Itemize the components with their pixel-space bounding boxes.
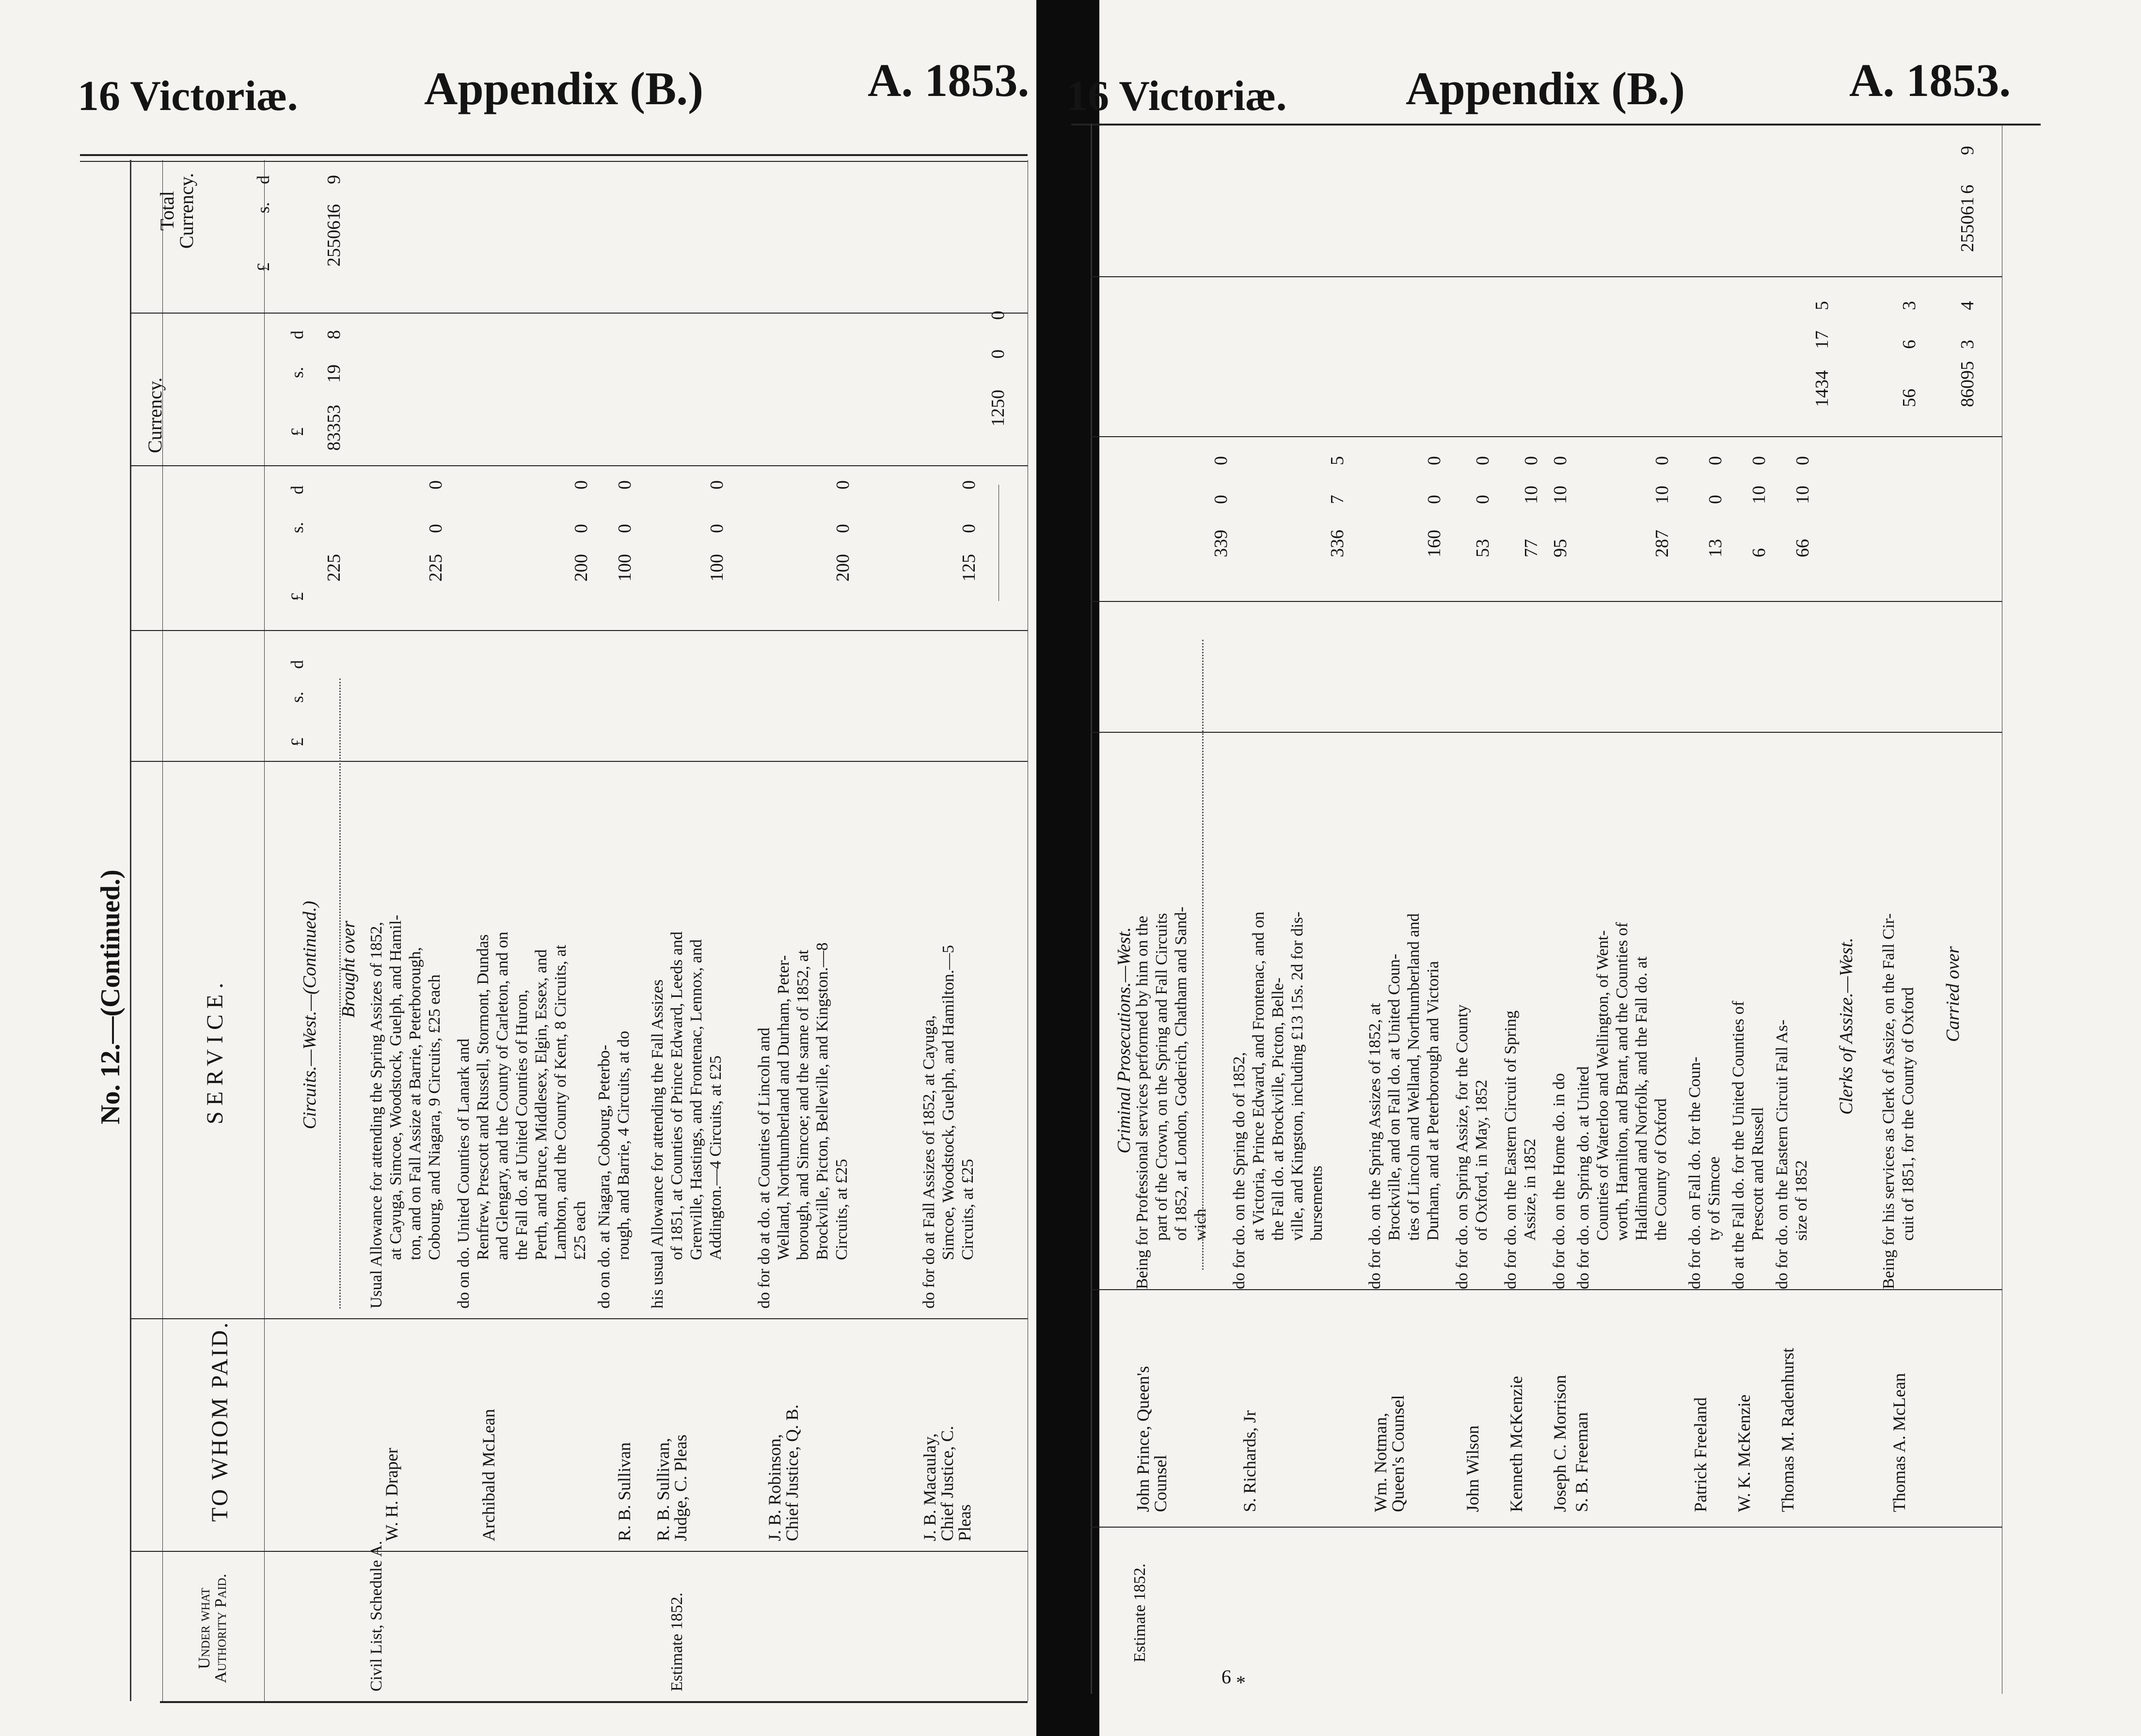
table-row-pounds: 77 xyxy=(1521,539,1541,557)
right-total-shillings: 6 xyxy=(1957,185,1978,194)
left-shilling-symbol-currency: s. xyxy=(287,366,307,378)
right-table-edge xyxy=(1091,124,1092,1694)
table-row-service-line: Brockville, Picton, Belleville, and Kingston.—8 xyxy=(813,942,831,1260)
table-row-pounds: 95 xyxy=(1550,539,1570,557)
table-row-service-line: do for do. on the Spring do of 1852, xyxy=(1230,1052,1248,1289)
table-row-whom: R. B. Sullivan, Judge, C. Pleas xyxy=(653,1435,690,1541)
table-row-service-line: do for do. on the Eastern Circuit Fall As- xyxy=(1773,1019,1791,1289)
right-service-divider xyxy=(1091,1289,2002,1290)
table-row-service-line: do for do. on the Eastern Circuit of Spring xyxy=(1502,1010,1520,1289)
left-dot-leader xyxy=(339,679,341,1309)
left-amount-divider xyxy=(130,630,1028,631)
table-row-service-line: of Oxford, in May, 1852 xyxy=(1473,1079,1491,1241)
right-blank-money-divider xyxy=(1091,732,2002,733)
table-row-whom: W. K. McKenzie xyxy=(1734,1394,1754,1512)
table-row-whom: Wm. Notman, Queen's Counsel xyxy=(1371,1395,1408,1512)
left-pound-symbol-blank: £ xyxy=(287,738,307,746)
left-total-currency-heading: Total Currency. xyxy=(156,173,197,249)
left-authority-heading: Under what Authority Paid. xyxy=(195,1574,230,1683)
table-row-pence: 0 xyxy=(571,480,591,489)
table-row-service-line: Circuits, at £25 xyxy=(959,1159,977,1260)
table-row-whom: Thomas M. Radenhurst xyxy=(1778,1348,1797,1512)
right-subtotal2-pounds: 56 xyxy=(1899,389,1919,407)
table-row-service-line: do on do. at Niagara, Cobourg, Peterbo- xyxy=(595,1044,613,1309)
table-row-shillings: 0 xyxy=(571,524,591,533)
table-row-service-line: and Glengary, and the County of Carleton, and on xyxy=(493,931,511,1260)
table-row-pounds: 100 xyxy=(707,554,727,582)
left-currency-heading: Currency. xyxy=(144,377,166,453)
left-shilling-symbol-total: s. xyxy=(254,202,273,213)
table-row-pence: 0 xyxy=(1749,456,1769,465)
left-total-currency-divider xyxy=(130,313,1028,314)
table-row-service-line: do for do. on Spring Assize, for the County xyxy=(1453,1004,1471,1289)
table-row-pence: 0 xyxy=(707,480,727,489)
left-subtotal-pounds: 1250 xyxy=(988,390,1008,426)
left-header-appendix: Appendix (B.) xyxy=(424,63,704,114)
table-row-service-line: do for do. on the Spring Assizes of 1852, at xyxy=(1366,1003,1384,1289)
table-row-service-line: Welland, Northumberland and Durham, Peter- xyxy=(775,955,793,1260)
table-row-whom: W. H. Draper xyxy=(382,1448,401,1541)
table-row-service-line: Perth, and Bruce, Middlesex, Elgin, Essex, and xyxy=(532,949,550,1260)
table-row-service-line: borough, and Simcoe; and the same of 1852, at xyxy=(794,949,812,1260)
table-row-service-line: £25 each xyxy=(571,1201,589,1260)
table-row-shillings: 10 xyxy=(1521,486,1541,504)
table-row-pence: 0 xyxy=(959,480,979,489)
table-row-service-line: do on do. United Counties of Lanark and xyxy=(455,1038,473,1309)
table-row-pounds: 53 xyxy=(1473,539,1493,557)
table-row-service-line: Haldimand and Norfolk, and the Fall do. at xyxy=(1633,956,1650,1241)
table-row-service-line: the Fall do. at Brockville, Picton, Belle- xyxy=(1269,978,1287,1241)
table-row-service-line: of 1851, at Counties of Prince Edward, Leeds and xyxy=(668,931,686,1260)
table-row-service-line: do at the Fall do. for the United Counties of xyxy=(1729,1001,1747,1289)
table-row-service-line: Addington.—4 Circuits, at £25 xyxy=(707,1055,725,1260)
table-row-shillings: 0 xyxy=(959,524,979,533)
table-row-service-line: wich xyxy=(1191,1208,1209,1241)
table-row-service-line: Circuits, at £25 xyxy=(833,1159,851,1260)
table-row-pounds: 100 xyxy=(615,554,635,582)
left-blank-money-divider xyxy=(130,761,1028,762)
table-row-pence: 0 xyxy=(1705,456,1726,465)
table-row-service-line: the County of Oxford xyxy=(1652,1098,1670,1241)
left-total-shillings: 6 xyxy=(324,204,344,213)
table-row-whom: S. B. Freeman xyxy=(1572,1412,1591,1512)
table-row-service-line: bursements xyxy=(1308,1166,1326,1241)
table-row-shillings: 7 xyxy=(1327,495,1348,504)
right-header-rule xyxy=(1071,124,2041,126)
table-row-whom: J. B. Macaulay, Chief Justice, C. Pleas xyxy=(920,1426,974,1541)
right-carried-over-label: Carried over xyxy=(1943,946,1963,1042)
table-row-service-line: Durham, and at Peterborough and Victoria xyxy=(1424,961,1442,1241)
table-row-pence: 0 xyxy=(1211,456,1231,465)
left-subtotal-shillings: 0 xyxy=(988,349,1008,359)
table-row-whom: Joseph C. Morrison xyxy=(1550,1374,1570,1512)
left-total-pence: 9 xyxy=(324,175,344,184)
table-row-service-line: Usual Allowance for attending the Spring Assizes of 1852, xyxy=(367,922,385,1309)
right-subtotal2-shillings: 6 xyxy=(1899,340,1919,349)
table-row-service-line: ton, and on Fall Assize at Barrie, Peterborough, xyxy=(406,947,424,1260)
left-pound-symbol-currency: £ xyxy=(287,427,307,436)
right-header-session: 16 Victoriæ. xyxy=(1066,73,1287,120)
table-row-service-line: size of 1852 xyxy=(1792,1160,1810,1241)
table-row-service-line: ties of Lincoln and Welland, Northumberland and xyxy=(1405,913,1423,1241)
left-whom-divider xyxy=(130,1551,1028,1552)
table-row-pence: 0 xyxy=(1550,456,1570,465)
right-subtotal1-pounds: 1434 xyxy=(1812,370,1832,407)
left-header-year: A. 1853. xyxy=(868,54,1030,106)
table-row-service-line: do for do. on the Home do. in do xyxy=(1550,1073,1568,1289)
left-table-edge xyxy=(130,160,131,1701)
table-row-pounds: 200 xyxy=(571,554,591,582)
left-pound-symbol-total: £ xyxy=(254,263,273,271)
left-heading-rule xyxy=(264,160,265,1701)
table-row-shillings: 0 xyxy=(1705,495,1726,504)
right-section2-heading: Clerks of Assize.—West. xyxy=(1836,937,1856,1115)
right-subtotal2-pence: 3 xyxy=(1899,301,1919,310)
page-gutter xyxy=(1036,0,1099,1736)
right-carried-over-shillings: 3 xyxy=(1957,340,1978,349)
right-subtotal1-pence: 5 xyxy=(1812,301,1832,310)
left-penny-symbol: d xyxy=(287,486,307,494)
left-pound-symbol: £ xyxy=(287,592,307,601)
right-subtotal1-shillings: 17 xyxy=(1812,331,1832,349)
table-row-pence: 0 xyxy=(1424,456,1444,465)
table-row-service-line: rough, and Barrie, 4 Circuits, at do xyxy=(615,1030,633,1260)
table-row-service-line: Being for Professional services performed by him on the xyxy=(1133,915,1151,1289)
table-row-service-line: his usual Allowance for attending the Fall Assizes xyxy=(649,979,666,1309)
table-row-pence: 0 xyxy=(833,480,853,489)
table-row-whom: Kenneth McKenzie xyxy=(1507,1376,1526,1512)
left-penny-symbol-total: d xyxy=(254,175,273,184)
left-section-heading: Circuits.—West.—(Continued.) xyxy=(300,900,320,1129)
table-row-service-line: the Fall do. at United Counties of Huron, xyxy=(513,989,531,1260)
left-currency-divider xyxy=(130,465,1028,466)
table-row-service-line: do for do. on Spring do. at United xyxy=(1574,1066,1592,1289)
left-subtotal-pence: 0 xyxy=(988,311,1008,320)
right-carried-over-pounds: 86095 xyxy=(1957,361,1978,407)
table-row-pence: 0 xyxy=(1473,456,1493,465)
table-row-pounds: 6 xyxy=(1749,548,1769,557)
right-total-pounds: 255061 xyxy=(1957,197,1978,252)
table-row-whom: Patrick Freeland xyxy=(1691,1397,1710,1512)
table-row-shillings: 0 xyxy=(1473,495,1493,504)
table-row-pounds: 339 xyxy=(1211,530,1231,557)
right-currency-divider xyxy=(1091,436,2002,437)
table-row-pounds: 200 xyxy=(833,554,853,582)
table-row-service-line: Assize, in 1852 xyxy=(1521,1138,1539,1241)
table-row-whom: S. Richards, Jr xyxy=(1240,1410,1259,1512)
table-row-pence: 0 xyxy=(1652,456,1672,465)
right-total-pence: 9 xyxy=(1957,146,1978,155)
table-row-service-line: do for do at Fall Assizes of 1852, at Cayuga, xyxy=(920,1015,938,1309)
left-table-title: No. 12.—(Continued.) xyxy=(95,869,126,1124)
table-row-service-line: part of the Crown, on the Spring and Fall Circuits xyxy=(1153,913,1171,1241)
right-total-currency-divider xyxy=(1091,276,2002,277)
table-row-shillings: 0 xyxy=(426,524,446,533)
left-first-amount: 225 xyxy=(324,554,344,582)
left-whom-heading: TO WHOM PAID. xyxy=(207,1320,233,1522)
table-row-pence: 0 xyxy=(1792,456,1813,465)
right-amount-divider xyxy=(1091,601,2002,602)
left-header-rule xyxy=(80,154,1028,156)
table-row-service-line: Renfrew, Prescott and Russell, Stormont, Dundas xyxy=(474,934,492,1260)
table-row-pounds: 287 xyxy=(1652,530,1672,557)
left-shilling-symbol-blank: s. xyxy=(287,691,307,703)
left-service-divider xyxy=(130,1318,1028,1319)
table-row-service-line: worth, Hamilton, and Brant, and the Counties of xyxy=(1613,922,1631,1241)
table-row-pence: 0 xyxy=(426,480,446,489)
table-row-pounds: 336 xyxy=(1327,530,1348,557)
table-row-shillings: 0 xyxy=(707,524,727,533)
table-row-pounds: 66 xyxy=(1792,539,1813,557)
left-header-rule-2 xyxy=(80,161,1028,162)
table-row-shillings: 0 xyxy=(1211,495,1231,504)
table-row-service-line: Prescott and Russell xyxy=(1749,1107,1767,1241)
right-header-year: A. 1853. xyxy=(1849,54,2011,106)
right-section-heading: Criminal Prosecutions.—West. xyxy=(1114,927,1134,1153)
left-table-bottom xyxy=(160,1701,1028,1703)
table-row-shillings: 0 xyxy=(833,524,853,533)
right-dot-leader xyxy=(1202,640,1204,1270)
table-row-service-line: Lambton, and the County of Kent, 8 Circuits, at xyxy=(552,945,570,1260)
left-penny-symbol-blank: d xyxy=(287,660,307,669)
table-row-service-line: Simcoe, Woodstock, Guelph, and Hamilton.—5 xyxy=(939,945,957,1260)
right-carried-over-pence: 4 xyxy=(1957,301,1978,310)
left-total-pounds: 255061 xyxy=(324,211,344,267)
table-row-service-line: cuit of 1851, for the County of Oxford xyxy=(1899,987,1917,1241)
table-row-whom: Archibald McLean xyxy=(479,1409,498,1541)
table-row-pounds: 125 xyxy=(959,554,979,582)
table-row-authority: Civil List, Schedule A. xyxy=(367,1541,385,1691)
table-row-service-line: ty of Simcoe xyxy=(1705,1156,1723,1241)
table-row-service-line: do for do at do. at Counties of Lincoln and xyxy=(755,1027,773,1309)
table-row-shillings: 10 xyxy=(1792,486,1813,504)
table-row-shillings: 10 xyxy=(1652,486,1672,504)
table-row-shillings: 10 xyxy=(1749,486,1769,504)
table-row-whom: John Prince, Queen's Counsel xyxy=(1133,1366,1170,1512)
table-row-authority: Estimate 1852. xyxy=(668,1593,686,1691)
left-shilling-symbol: s. xyxy=(287,521,307,533)
table-row-service-line: Cobourg, and Niagara, 9 Circuits, £25 each xyxy=(426,974,444,1260)
table-row-whom: J. B. Robinson, Chief Justice, Q. B. xyxy=(765,1405,802,1541)
left-penny-symbol-currency: d xyxy=(287,331,307,339)
left-header-session: 16 Victoriæ. xyxy=(78,73,298,120)
table-row-whom: Thomas A. McLean xyxy=(1889,1373,1909,1512)
right-header-appendix: Appendix (B.) xyxy=(1406,63,1685,114)
left-brought-over-pounds: 83353 xyxy=(324,405,344,451)
table-row-pounds: 225 xyxy=(426,554,446,582)
left-brought-over-label: Brought over xyxy=(338,920,359,1018)
table-row-service-line: do for do. on Fall do. for the Coun- xyxy=(1686,1057,1704,1289)
table-row-service-line: Grenville, Hastings, and Frontenac, Lennox, and xyxy=(687,939,705,1260)
right-whom-divider xyxy=(1091,1527,2002,1528)
table-row-service-line: ville, and Kingston, including £13 15s. 2d for dis- xyxy=(1288,911,1306,1241)
left-brought-over-pence: 8 xyxy=(324,330,344,339)
table-row-shillings: 0 xyxy=(1424,495,1444,504)
table-row-pence: 0 xyxy=(615,480,635,489)
table-row-pounds: 13 xyxy=(1705,539,1726,557)
table-row-pence: 5 xyxy=(1327,456,1348,465)
table-row-service-line: Brockville, and on Fall do. at United Coun- xyxy=(1385,953,1403,1241)
table-row-service-line: at Cayuga, Simcoe, Woodstock, Guelph, and Hamil- xyxy=(387,915,405,1260)
left-brought-over-shillings: 19 xyxy=(324,364,344,383)
table-row-service-line: Counties of Waterloo and Wellington, of Went- xyxy=(1594,930,1612,1241)
table-row-whom: R. B. Sullivan xyxy=(615,1442,634,1541)
table-row-pounds: 160 xyxy=(1424,530,1444,557)
table-row-whom: John Wilson xyxy=(1463,1425,1482,1512)
left-service-heading: SERVICE. xyxy=(202,977,228,1124)
footer-mark: * 9 xyxy=(1221,1666,1246,1688)
table-row-shillings: 10 xyxy=(1550,486,1570,504)
table-row-service-line: Being for his services as Clerk of Assize, on the Fall Cir- xyxy=(1880,913,1898,1289)
table-row-pence: 0 xyxy=(1521,456,1541,465)
table-row-service-line: at Victoria, Prince Edward, and Frontenac, and on xyxy=(1250,911,1268,1241)
table-row-authority: Estimate 1852. xyxy=(1131,1563,1149,1662)
table-row-shillings: 0 xyxy=(615,524,635,533)
table-row-service-line: of 1852, at London, Goderich, Chatham and Sand- xyxy=(1172,906,1190,1241)
